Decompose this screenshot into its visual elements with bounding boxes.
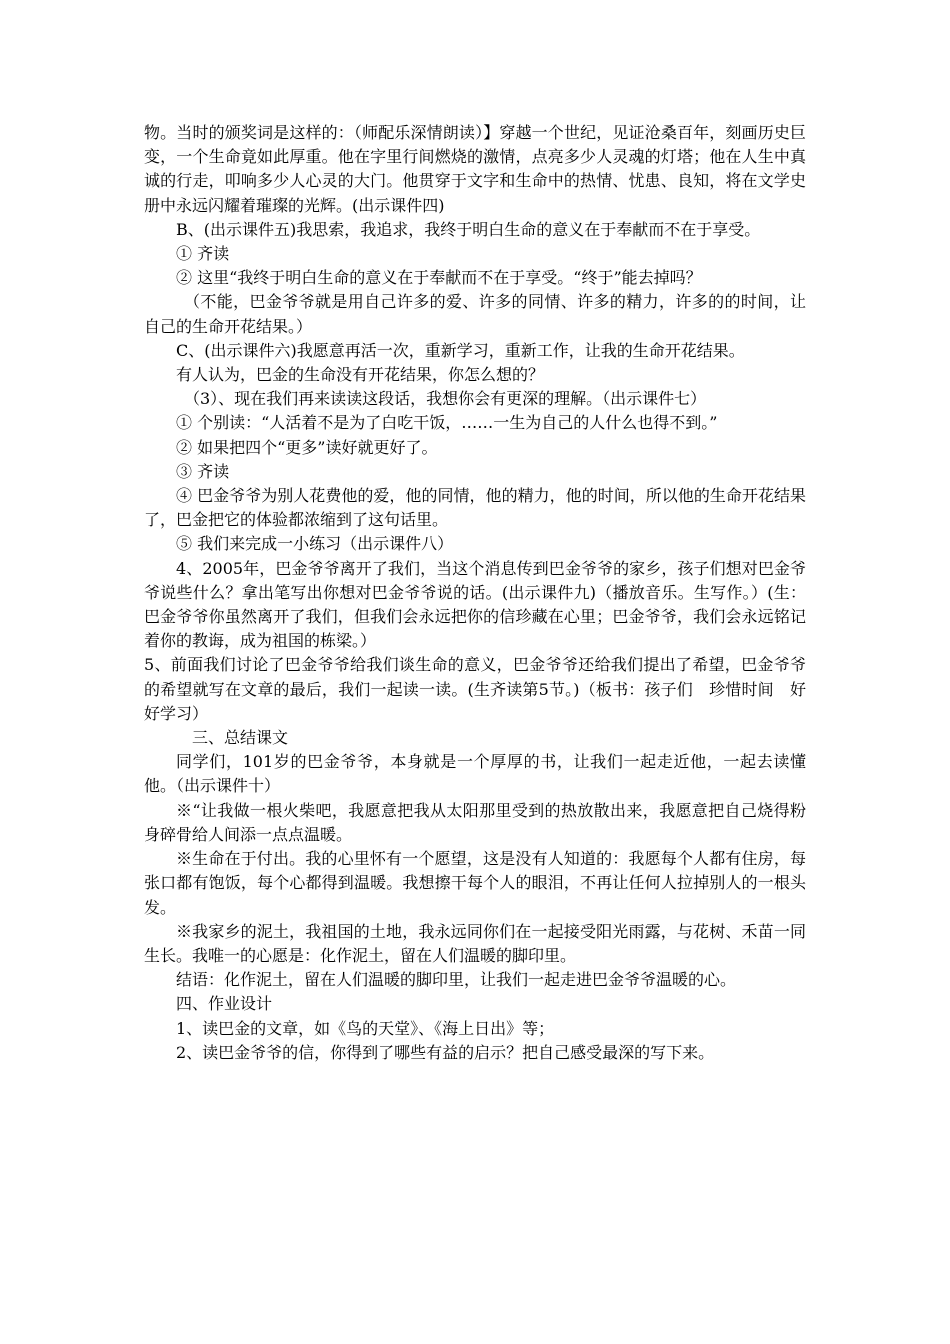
paragraph-1: 物。当时的颁奖词是这样的：（师配乐深情朗读）】穿越一个世纪，见证沧桑百年，刻画历史巨变，一个生命竟如此厚重。他在字里行间燃烧的激情，点亮多少人灵魂的灯塔；他在人生中真诚的行走，叩响多少人心灵的大门。他贯穿于文字和生命中的热情、忧患、良知，将在文学史册中永远闪耀着璀璨的光辉。(出示课件四) — [144, 123, 806, 215]
paragraph-4: ② 这里“我终于明白生命的意义在于奉献而不在于享受。“终于”能去掉吗？ — [176, 268, 702, 288]
paragraph-11: ③ 齐读 — [176, 461, 230, 481]
paragraph-14: 4、2005年，巴金爷爷离开了我们，当这个消息传到巴金爷爷的家乡，孩子们想对巴金爷爷说些什么？拿出笔写出你想对巴金爷爷说的话。(出示课件九)（播放音乐。生写作。）(生：巴金爷爷你虽然离开了我们，但我们会永远把你的信珍藏在心里；巴金爷爷，我们会永远铭记着你的教诲，成为祖国的栋梁。） — [144, 558, 806, 651]
quote-1: ※“让我做一根火柴吧，我愿意把我从太阳那里受到的热放散出来，我愿意把自己烧得粉身碎骨给人间添一点点温暖。 — [144, 800, 806, 844]
paragraph-17: 同学们，101岁的巴金爷爷，本身就是一个厚厚的书，让我们一起走近他，一起去读懂他。（出示课件十） — [144, 752, 806, 796]
paragraph-8: （3）、现在我们再来读读这段话，我想你会有更深的理解。（出示课件七） — [184, 389, 707, 409]
homework-item-1: 1、读巴金的文章，如《鸟的天堂》、《海上日出》等； — [176, 1018, 555, 1038]
paragraph-9: ① 个别读：“人活着不是为了白吃干饭，……一生为自己的人什么也得不到。” — [176, 413, 718, 433]
paragraph-5: （不能，巴金爷爷就是用自己许多的爱、许多的同情、许多的精力，许多的的时间，让自己的生命开花结果。） — [144, 292, 806, 336]
paragraph-15: 5、前面我们讨论了巴金爷爷给我们谈生命的意义，巴金爷爷还给我们提出了希望，巴金爷爷的希望就写在文章的最后，我们一起读一读。(生齐读第5节。)（板书：孩子们 珍惜时间 好好学习） — [144, 655, 806, 723]
paragraph-10: ② 如果把四个“更多”读好就更好了。 — [176, 437, 438, 457]
paragraph-6: C、(出示课件六)我愿意再活一次，重新学习，重新工作，让我的生命开花结果。 — [176, 340, 745, 360]
section-heading-homework: 四、作业设计 — [176, 994, 273, 1014]
paragraph-12: ④ 巴金爷爷为别人花费他的爱，他的同情，他的精力，他的时间，所以他的生命开花结果了，巴金把它的体验都浓缩到了这句话里。 — [144, 486, 806, 530]
paragraph-13: ⑤ 我们来完成一小练习（出示课件八） — [176, 534, 454, 554]
homework-item-2: 2、读巴金爷爷的信，你得到了哪些有益的启示？把自己感受最深的写下来。 — [176, 1042, 715, 1062]
section-heading-summary: 三、总结课文 — [192, 728, 289, 748]
quote-3: ※我家乡的泥土，我祖国的土地，我永远同你们在一起接受阳光雨露，与花树、禾苗一同生长。我唯一的心愿是：化作泥土，留在人们温暖的脚印里。 — [144, 921, 806, 965]
paragraph-2: B、(出示课件五)我思索，我追求，我终于明白生命的意义在于奉献而不在于享受。 — [176, 219, 761, 239]
quote-2: ※生命在于付出。我的心里怀有一个愿望，这是没有人知道的：我愿每个人都有住房，每张口都有饱饭，每个心都得到温暖。我想擦干每个人的眼泪，不再让任何人拉掉别人的一根头发。 — [144, 849, 806, 917]
conclusion: 结语：化作泥土，留在人们温暖的脚印里，让我们一起走进巴金爷爷温暖的心。 — [176, 970, 737, 990]
paragraph-3: ① 齐读 — [176, 244, 230, 264]
document-body — [144, 121, 806, 1065]
paragraph-7: 有人认为，巴金的生命没有开花结果，你怎么想的？ — [176, 365, 545, 385]
